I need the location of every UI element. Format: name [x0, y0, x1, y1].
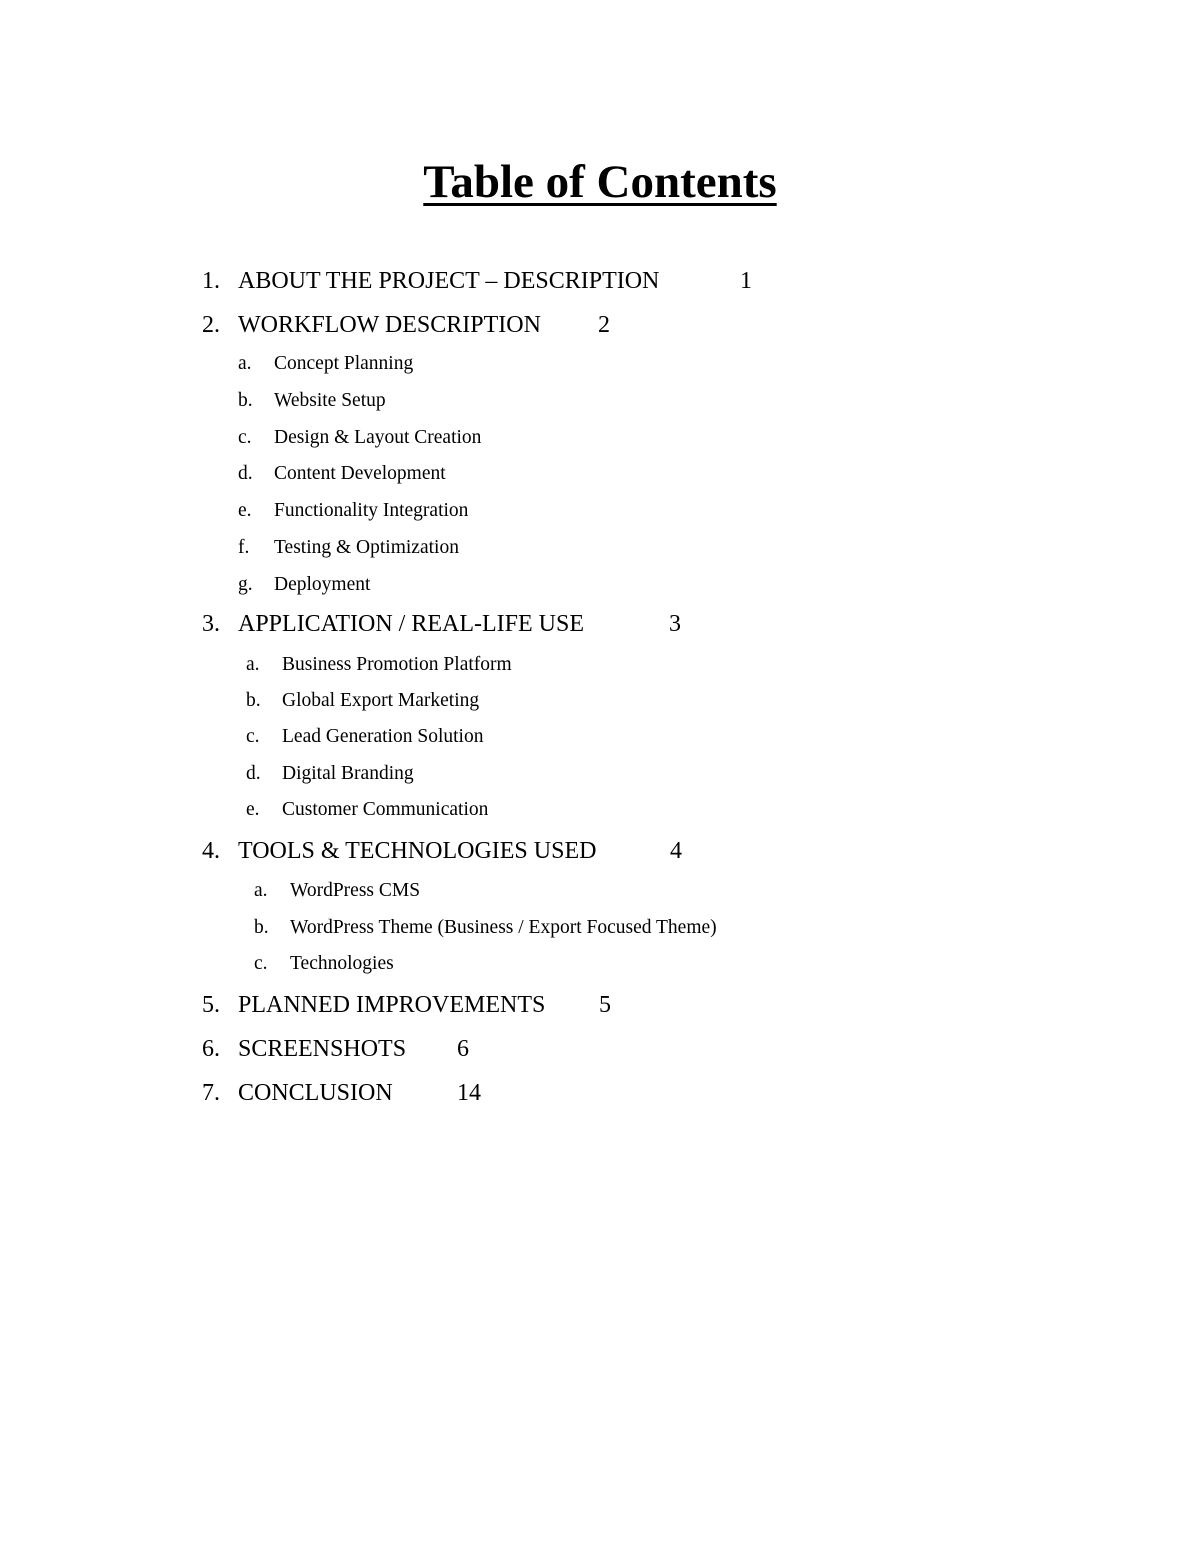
item-label: Technologies [290, 953, 394, 974]
section-label: CONCLUSION [238, 1080, 393, 1106]
item-letter: e. [246, 799, 260, 820]
item-label: Digital Branding [282, 763, 414, 784]
item-label: Business Promotion Platform [282, 654, 512, 675]
section-page-number: 3 [669, 611, 681, 637]
section-number: 5. [202, 992, 220, 1018]
item-label: WordPress Theme (Business / Export Focused Theme) [290, 917, 717, 938]
item-letter: d. [238, 463, 253, 484]
section-number: 4. [202, 838, 220, 864]
item-letter: b. [246, 690, 261, 711]
item-label: Concept Planning [274, 353, 414, 374]
item-letter: e. [238, 500, 252, 521]
section-label: SCREENSHOTS [238, 1036, 407, 1062]
section-number: 7. [202, 1080, 220, 1106]
section-page-number: 6 [457, 1036, 469, 1062]
section-page-number: 5 [599, 992, 611, 1018]
section-number: 3. [202, 611, 220, 637]
item-label: Content Development [274, 463, 446, 484]
item-letter: a. [246, 654, 260, 675]
section-page-number: 2 [598, 312, 610, 338]
item-label: WordPress CMS [290, 880, 421, 901]
item-letter: b. [254, 917, 269, 938]
section-page-number: 4 [670, 838, 682, 864]
item-label: Functionality Integration [274, 500, 469, 521]
item-letter: b. [238, 390, 253, 411]
section-page-number: 14 [457, 1080, 481, 1106]
section-page-number: 1 [740, 268, 752, 294]
item-letter: a. [254, 880, 268, 901]
section-label: WORKFLOW DESCRIPTION [238, 312, 541, 338]
section-label: PLANNED IMPROVEMENTS [238, 992, 546, 1018]
item-letter: c. [254, 953, 268, 974]
section-number: 6. [202, 1036, 220, 1062]
item-label: Customer Communication [282, 799, 489, 820]
item-letter: f. [238, 537, 250, 558]
item-label: Deployment [274, 574, 371, 595]
item-label: Lead Generation Solution [282, 726, 484, 747]
page-title [0, 152, 1200, 212]
page-title-text: Table of Contents [423, 156, 777, 208]
section-number: 2. [202, 312, 220, 338]
item-label: Website Setup [274, 390, 386, 411]
item-letter: g. [238, 574, 253, 595]
section-label: ABOUT THE PROJECT – DESCRIPTION [238, 268, 660, 294]
toc-section-7 [202, 1078, 481, 1228]
item-label: Global Export Marketing [282, 690, 480, 711]
section-number: 1. [202, 268, 220, 294]
item-label: Design & Layout Creation [274, 427, 482, 448]
item-label: Testing & Optimization [274, 537, 459, 558]
item-letter: a. [238, 353, 252, 374]
section-label: APPLICATION / REAL-LIFE USE [238, 611, 584, 637]
section-label: TOOLS & TECHNOLOGIES USED [238, 838, 597, 864]
item-letter: c. [238, 427, 252, 448]
item-letter: d. [246, 763, 261, 784]
item-letter: c. [246, 726, 260, 747]
